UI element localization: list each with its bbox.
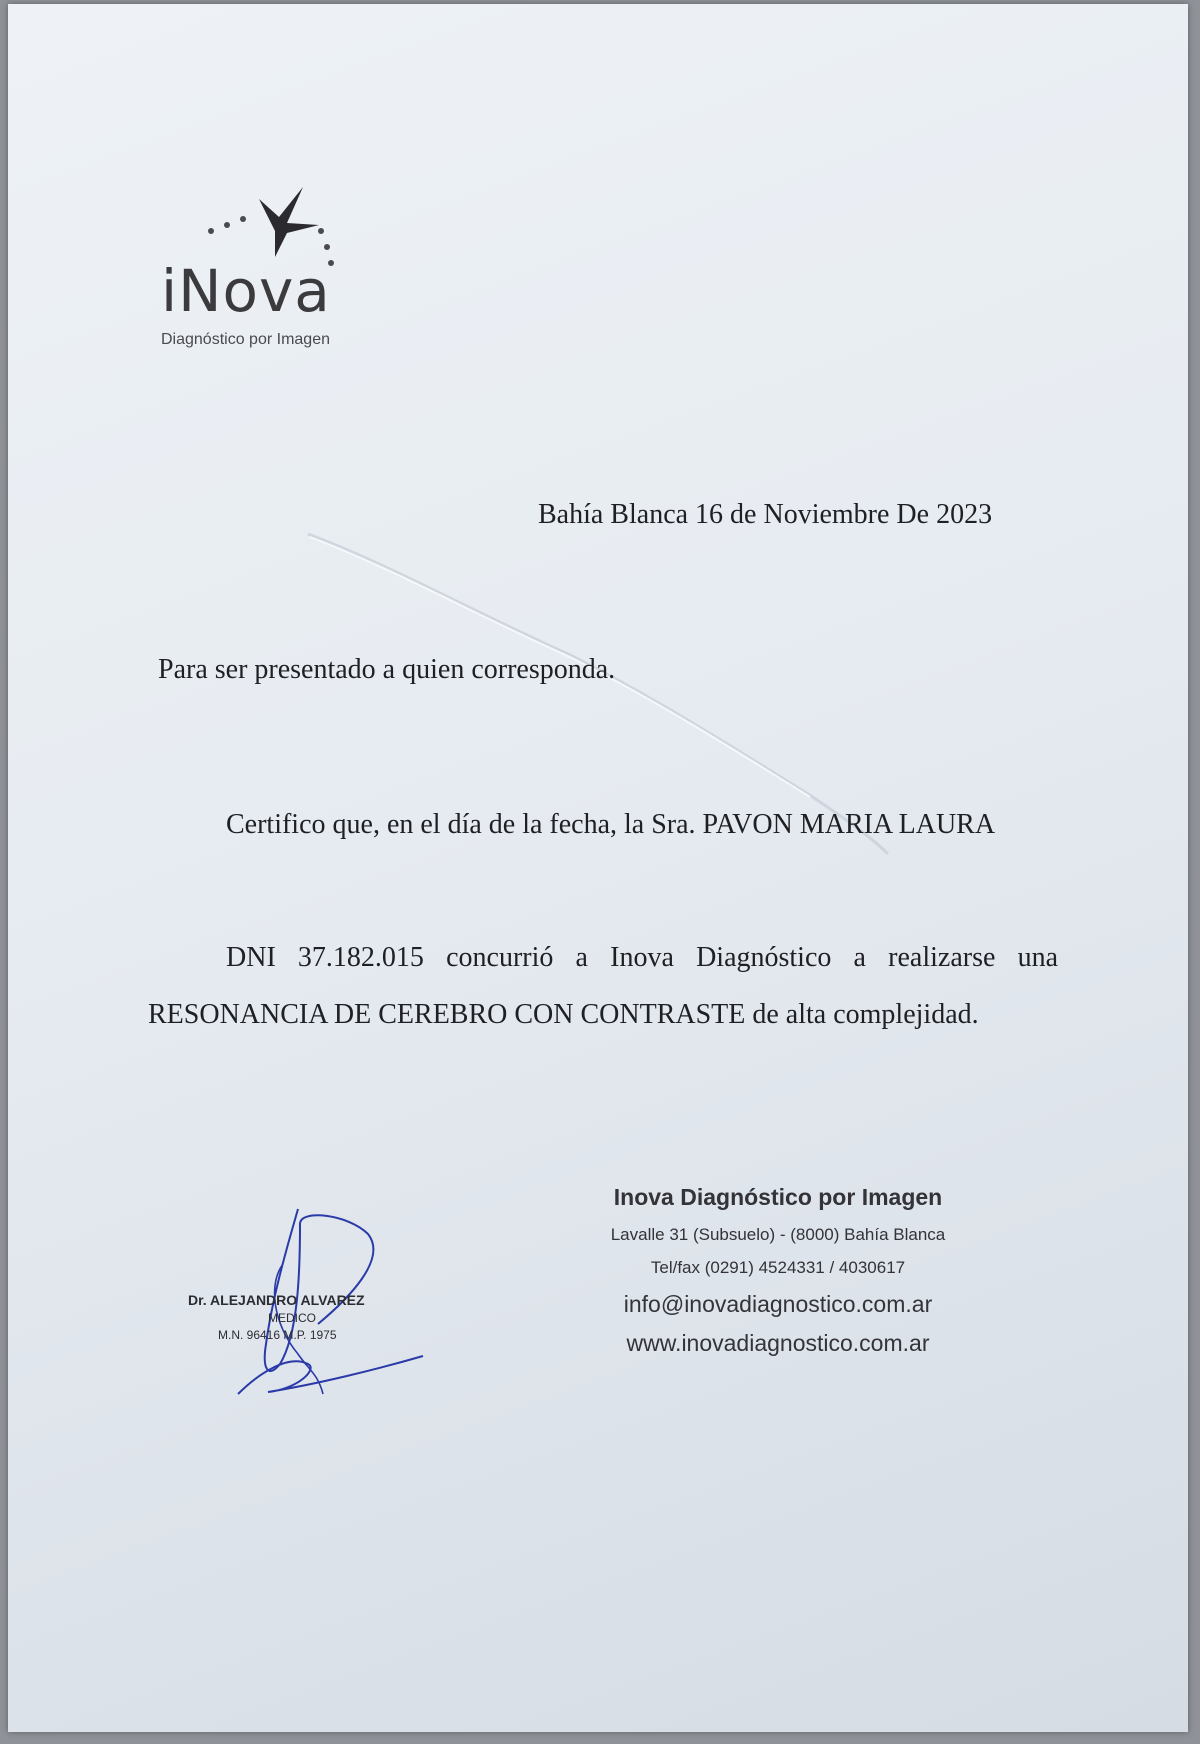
company-website: www.inovadiagnostico.com.ar	[626, 1330, 930, 1356]
doctor-name: Dr. ALEJANDRO ALVAREZ	[188, 1292, 365, 1308]
logo-wordmark: iNova	[161, 257, 331, 325]
doctor-role: MEDICO	[268, 1311, 316, 1325]
doctor-registration: M.N. 96416 M.P. 1975	[218, 1328, 337, 1342]
document-sheet	[8, 4, 1188, 1732]
inova-logo	[153, 179, 393, 359]
company-contact-block	[598, 1184, 958, 1369]
letter-date: Bahía Blanca 16 de Noviembre De 2023	[538, 499, 993, 530]
certificate-paragraph-1: Certifico que, en el día de la fecha, la Sra. PAVON MARIA LAURA	[226, 809, 996, 840]
doctor-signature-stamp	[173, 1204, 433, 1404]
company-email: info@inovadiagnostico.com.ar	[623, 1291, 933, 1317]
logo-tagline: Diagnóstico por Imagen	[161, 331, 330, 348]
certificate-paragraph-2: DNI 37.182.015 concurrió a Inova Diagnóstico a realizarse una RESONANCIA DE CEREBRO CON CONTRASTE de alta complejidad.	[148, 942, 1058, 1030]
company-name: Inova Diagnóstico por Imagen	[613, 1184, 943, 1210]
company-address: Lavalle 31 (Subsuelo) - (8000) Bahía Blanca	[610, 1225, 946, 1244]
company-phone: Tel/fax (0291) 4524331 / 4030617	[650, 1258, 906, 1277]
addressee-line: Para ser presentado a quien corresponda.	[158, 654, 616, 685]
